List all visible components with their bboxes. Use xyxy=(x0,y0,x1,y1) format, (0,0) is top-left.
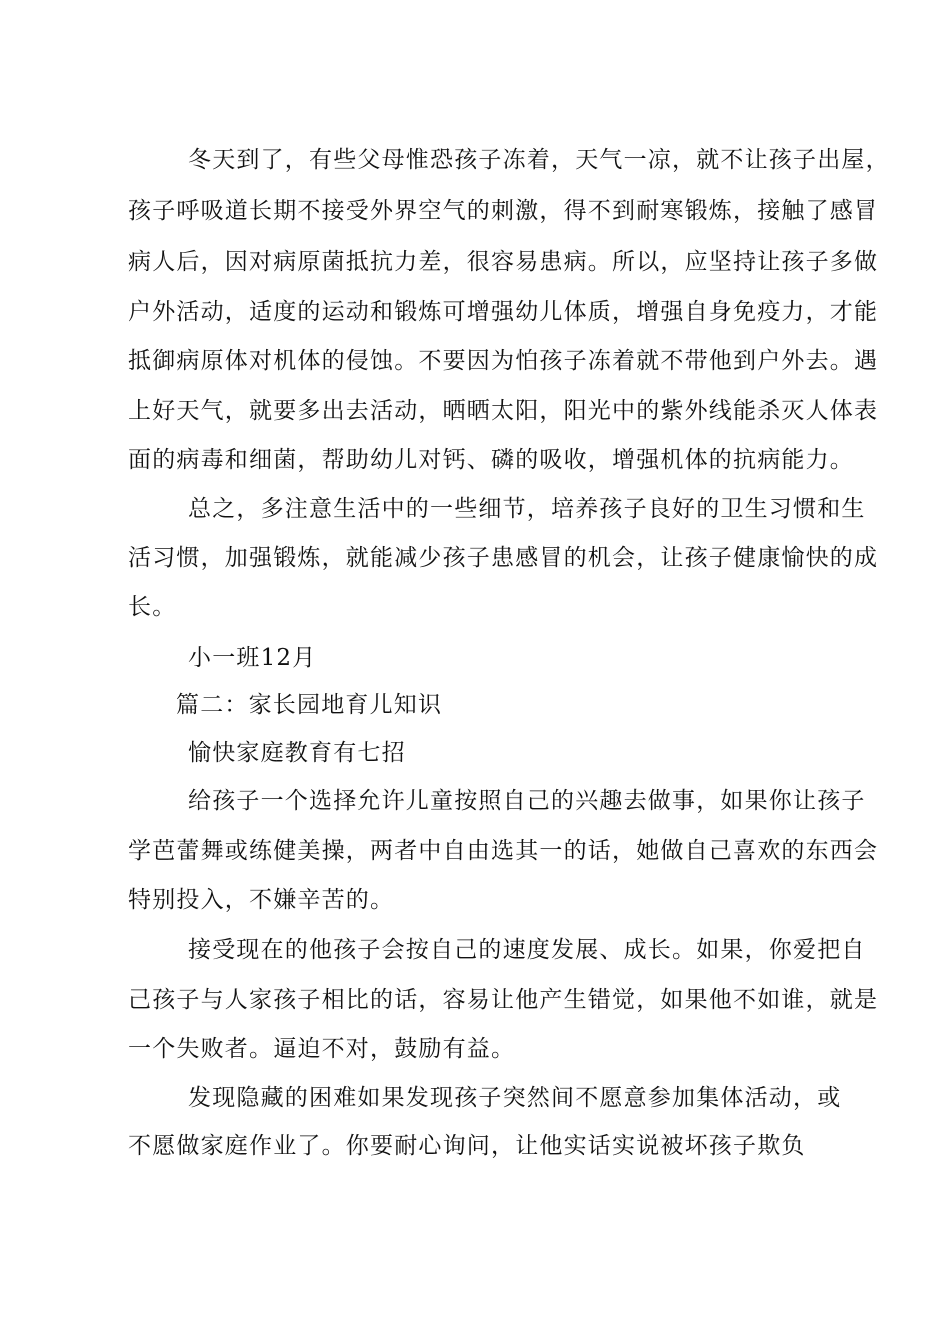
paragraph-3-line-1: 给孩子一个选择允许儿童按照自己的兴趣去做事，如果你让孩子 xyxy=(188,788,866,814)
paragraph-5-line-1: 发现隐藏的困难如果发现孩子突然间不愿意参加集体活动，或 xyxy=(188,1085,842,1111)
article-title: 愉快家庭教育有七招 xyxy=(188,740,406,766)
paragraph-1-line-7: 面的病毒和细菌，帮助幼儿对钙、磷的吸收，增强机体的抗病能力。 xyxy=(128,447,854,473)
signature: 小一班12月 xyxy=(188,645,317,671)
paragraph-3-line-3: 特别投入，不嫌辛苦的。 xyxy=(128,887,395,913)
paragraph-1-line-1: 冬天到了，有些父母惟恐孩子冻着，天气一凉，就不让孩子出屋， xyxy=(188,147,890,173)
section-title: 篇二：家长园地育儿知识 xyxy=(176,692,443,718)
paragraph-1-line-5: 抵御病原体对机体的侵蚀。不要因为怕孩子冻着就不带他到户外去。遇 xyxy=(128,348,879,374)
paragraph-2-line-3: 长。 xyxy=(128,594,177,620)
paragraph-4-line-2: 己孩子与人家孩子相比的话，容易让他产生错觉，如果他不如谁，就是 xyxy=(128,987,879,1013)
paragraph-1-line-3: 病人后，因对病原菌抵抗力差，很容易患病。所以，应坚持让孩子多做 xyxy=(128,249,879,275)
paragraph-1-line-6: 上好天气，就要多出去活动，晒晒太阳，阳光中的紫外线能杀灭人体表 xyxy=(128,398,879,424)
paragraph-4-line-3: 一个失败者。逼迫不对，鼓励有益。 xyxy=(128,1036,516,1062)
paragraph-5-line-2: 不愿做家庭作业了。你要耐心询问，让他实话实说被坏孩子欺负 xyxy=(128,1133,806,1159)
paragraph-2-line-2: 活习惯，加强锻炼，就能减少孩子患感冒的机会，让孩子健康愉快的成 xyxy=(128,545,879,571)
paragraph-1-line-2: 孩子呼吸道长期不接受外界空气的刺激，得不到耐寒锻炼，接触了感冒 xyxy=(128,198,879,224)
paragraph-1-line-4: 户外活动，适度的运动和锻炼可增强幼儿体质，增强自身免疫力，才能 xyxy=(128,299,879,325)
paragraph-4-line-1: 接受现在的他孩子会按自己的速度发展、成长。如果，你爱把自 xyxy=(188,937,866,963)
paragraph-3-line-2: 学芭蕾舞或练健美操，两者中自由选其一的话，她做自己喜欢的东西会 xyxy=(128,838,879,864)
paragraph-2-line-1: 总之，多注意生活中的一些细节，培养孩子良好的卫生习惯和生 xyxy=(188,496,866,522)
